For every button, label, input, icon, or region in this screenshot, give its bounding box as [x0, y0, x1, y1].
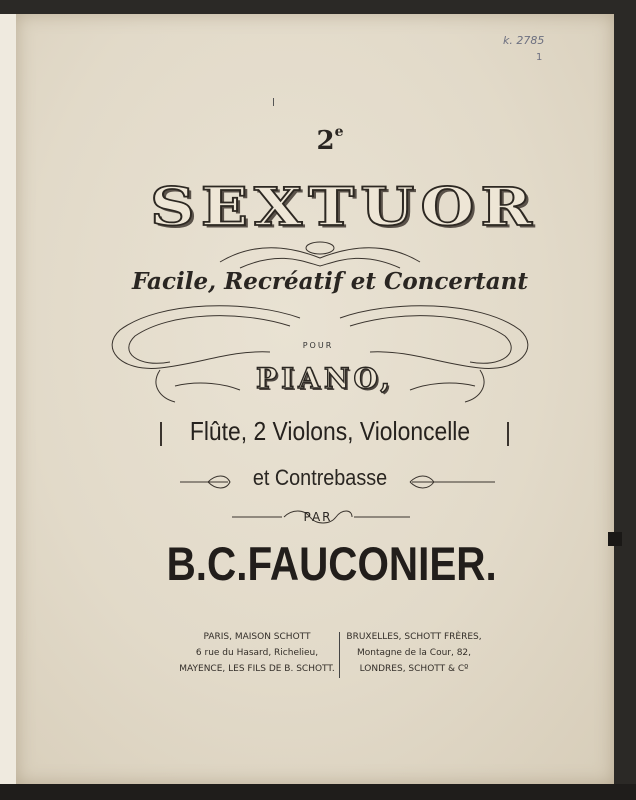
archive-shelfmark-sub: 1 — [536, 52, 543, 63]
instrument-last: et Contrebasse — [252, 465, 388, 490]
left-swash-3 — [156, 370, 175, 402]
par-label: PAR — [303, 510, 333, 524]
piano-flourish-right — [410, 383, 475, 390]
publisher-left-2: 6 rue du Hasard, Richelieu, — [195, 648, 319, 658]
piano-flourish-left — [175, 383, 240, 390]
publisher-divider — [339, 632, 340, 678]
left-swash-2 — [129, 316, 290, 364]
right-swash-2 — [350, 316, 511, 364]
title-flourish — [220, 248, 420, 262]
title-flourish-center — [306, 242, 334, 254]
work-number-digit: 2 — [316, 126, 335, 156]
publisher-left-3: MAYENCE, LES FILS DE B. SCHOTT. — [179, 664, 335, 674]
right-swash — [340, 306, 528, 369]
instrument-list: Flûte, 2 Violons, Violoncelle — [189, 416, 471, 446]
work-subtitle: Facile, Recréatif et Concertant — [131, 268, 529, 295]
publisher-right-1: BRUXELLES, SCHOTT FRÈRES, — [346, 632, 482, 642]
work-number-suffix: e — [334, 124, 344, 140]
composer-name: B.C.FAUCONIER. — [166, 537, 497, 590]
publisher-right-3: LONDRES, SCHOTT & Cº — [359, 664, 469, 674]
instrument-main: PIANO, — [256, 362, 394, 395]
title-flourish-2 — [240, 258, 400, 268]
publisher-right-2: Montagne de la Cour, 82, — [356, 648, 472, 658]
archive-shelfmark: k. 2785 — [503, 34, 545, 47]
publisher-left-1: PARIS, MAISON SCHOTT — [203, 632, 311, 642]
right-ornament-bar — [507, 422, 509, 446]
left-swash — [112, 306, 300, 369]
left-ornament-bar — [160, 422, 162, 446]
work-title: SEXTUOR — [150, 175, 538, 238]
pour-label: POUR — [302, 341, 334, 350]
